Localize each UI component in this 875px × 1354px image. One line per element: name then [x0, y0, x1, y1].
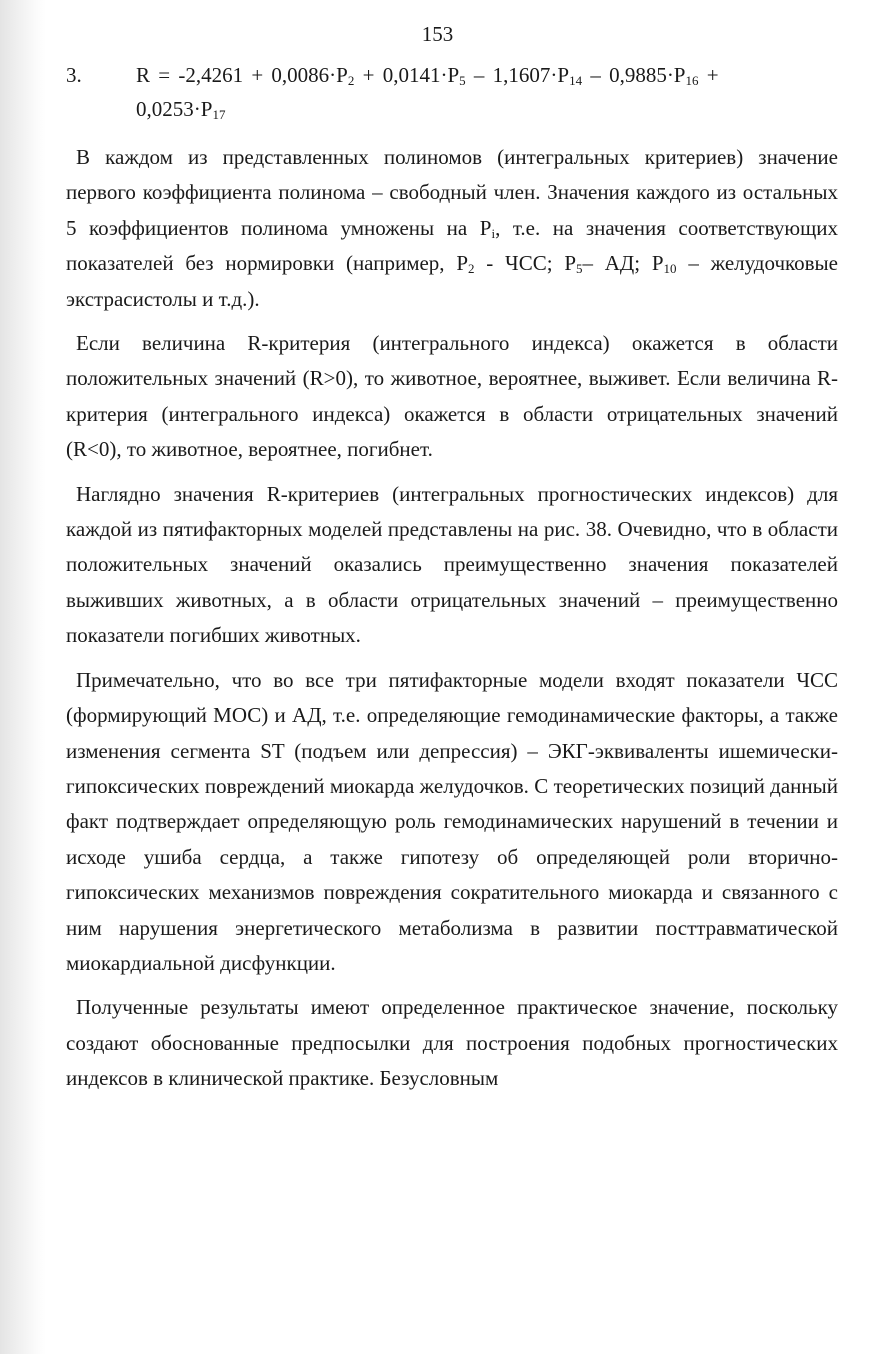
page-number: 153 — [421, 22, 454, 46]
subscript-index: i — [491, 225, 496, 241]
text-run: 0,0253·P — [136, 97, 213, 121]
text-run: R = -2,4261 + 0,0086·P — [136, 63, 348, 87]
text-run: , т.е. на значения соответствующих показателей без нормировки (например, P — [66, 215, 838, 276]
regression-formula — [66, 60, 856, 128]
formula-line-2 — [136, 90, 856, 128]
subscript-index: 17 — [212, 107, 226, 122]
text-run: – желудочковые экстрасистолы и т.д.). — [66, 251, 838, 311]
formula-expression — [136, 60, 719, 90]
subscript-index: 5 — [459, 73, 466, 88]
body-text — [66, 140, 838, 1097]
text-run: + 0,0141·P — [354, 63, 460, 87]
text-run: – 1,1607·P — [465, 63, 570, 87]
text-run: + — [698, 63, 719, 87]
formula-line-1 — [66, 60, 856, 90]
subscript-index: 5 — [576, 261, 583, 277]
subscript-index: 2 — [347, 73, 355, 88]
paragraph-hemodynamic-factors — [66, 663, 838, 982]
subscript-index: 2 — [468, 261, 475, 277]
text-run: – АД; P — [582, 251, 664, 276]
paragraph-polynomial-coefficients — [66, 140, 838, 317]
text-run: Полученные результаты имеют определенное практическое значение, поскольку создают обоснованные предпосылки для построения подобных прогностических индексов в клинической практике. Безусловным — [66, 995, 838, 1091]
paragraph-figure-reference — [66, 477, 838, 654]
text-run: Наглядно значения R-критериев (интегральных прогностических индексов) для каждой из пятифакторных моделей представлены на рис. 38. Очевидно, что в области положительных значений оказались преимущественно значения показателей выживших животных, а в области отрицательных значений – преимущественно показатели погибших животных. — [66, 481, 838, 648]
scan-shadow-edge — [0, 0, 46, 1354]
subscript-index: 14 — [569, 73, 583, 88]
paragraph-r-criterion — [66, 326, 838, 468]
paragraph-practical-value — [66, 990, 838, 1096]
subscript-index: 16 — [685, 73, 699, 88]
text-run: – 0,9885·P — [582, 63, 686, 87]
text-run: В каждом из представленных полиномов (интегральных критериев) значение первого коэффициента полинома – свободный член. Значения каждого из остальных 5 коэффициентов полинома умножены на P — [66, 145, 838, 240]
text-run: Если величина R-критерия (интегрального индекса) окажется в области положительных значений (R>0), то животное, вероятнее, выживет. Если величина R-критерия (интегрального индекса) окажется в области отрицательных значений (R<0), то животное, вероятнее, погибнет. — [66, 331, 838, 462]
text-run: Примечательно, что во все три пятифакторные модели входят показатели ЧСС (формирующий МОС) и АД, т.е. определяющие гемодинамические факторы, а также изменения сегмента ST (подъем или депрессия) – ЭКГ-эквиваленты ишемически-гипоксических повреждений миокарда желудочков. С теоретических позиций данный факт подтверждает определяющую роль гемодинамических нарушений в течении и исходе ушиба сердца, а также гипотезу об определяющей роли вторично-гипоксических механизмов повреждения сократительного миокарда и связанного с ним нарушения энергетического метаболизма в развитии посттравматической миокардиальной дисфункции. — [66, 667, 838, 975]
formula-number: 3. — [66, 63, 82, 87]
text-run: - ЧСС; P — [474, 251, 576, 276]
subscript-index: 10 — [663, 261, 677, 277]
